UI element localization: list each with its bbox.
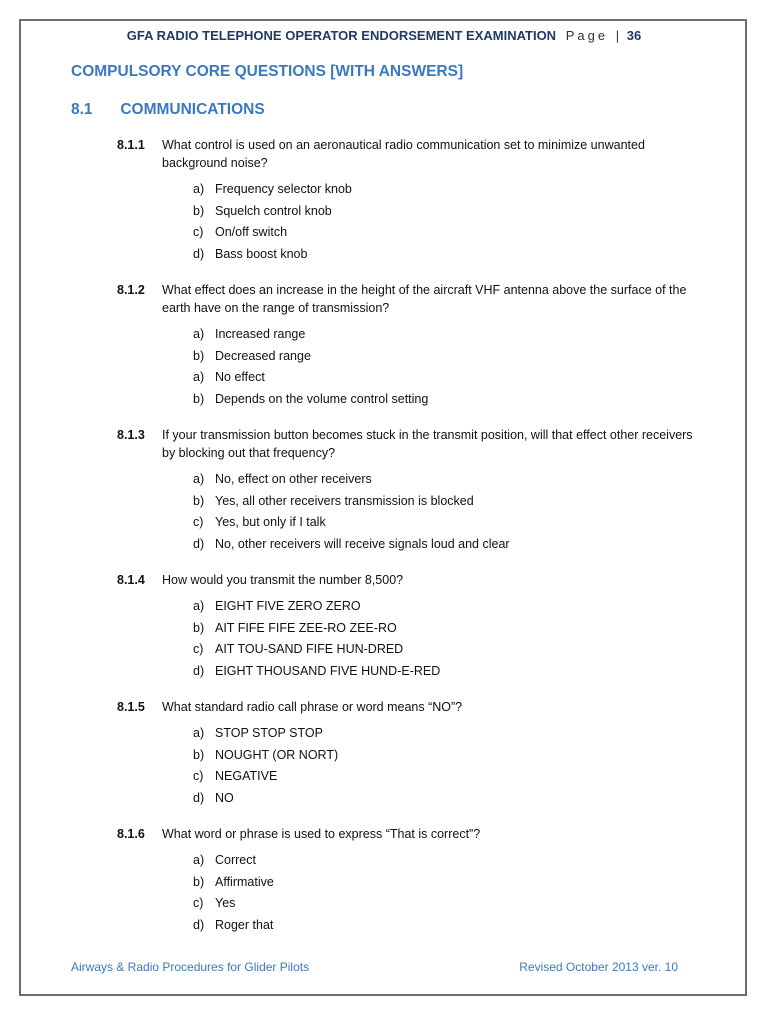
answer-option [193,872,697,894]
option-letter: c) [193,225,204,239]
section-number: 8.1 [71,101,93,118]
option-text: NO [215,790,234,805]
question-number: 8.1.1 [117,138,145,152]
page-separator: | [615,28,620,43]
option-text: Correct [215,853,256,867]
option-text: AIT TOU-SAND FIFE HUN-DRED [215,642,404,656]
answer-option [193,201,697,223]
question [117,426,697,555]
question [117,825,697,936]
answer-option [193,244,697,266]
answer-options [193,179,697,265]
question [117,571,697,682]
answer-option [193,367,697,389]
question [117,698,697,809]
answer-option [193,469,697,491]
question-text: If your transmission button becomes stuck in the transmit position, will that effect other receivers by blocking out that frequency? [162,428,693,460]
question-text: What standard radio call phrase or word means “NO”? [162,700,463,714]
option-text: No, effect on other receivers [215,472,372,486]
question-number: 8.1.5 [117,700,145,714]
option-letter: c) [193,642,204,656]
question-number: 8.1.6 [117,827,145,841]
answer-option [193,723,697,745]
answer-option [193,639,697,661]
option-text: STOP STOP STOP [215,726,323,740]
option-text: NOUGHT (OR NORT) [215,747,339,762]
option-text: EIGHT THOUSAND FIVE HUND-E-RED [215,663,441,678]
section-title: COMMUNICATIONS [120,101,265,118]
answer-option [193,661,697,683]
option-text: NEGATIVE [215,769,278,783]
question-number: 8.1.4 [117,573,145,587]
option-letter: a) [193,472,205,486]
option-letter: b) [193,874,205,889]
answer-options [193,723,697,809]
question-text: What word or phrase is used to express “That is correct”? [162,827,481,841]
answer-option [193,915,697,937]
question [117,281,697,410]
answer-option [193,179,697,201]
answer-options [193,850,697,936]
option-letter: b) [193,203,205,218]
answer-option [193,788,697,810]
option-letter: c) [193,769,204,783]
option-letter: b) [193,620,205,635]
answer-option [193,222,697,244]
option-letter: a) [193,726,205,740]
section-heading [71,101,265,119]
question [117,136,697,265]
answer-option [193,766,697,788]
page-header [0,28,768,43]
option-letter: d) [193,663,205,678]
question-text: How would you transmit the number 8,500? [162,573,404,587]
exam-title: GFA RADIO TELEPHONE OPERATOR ENDORSEMENT EXAMINATION [126,28,557,43]
option-letter: a) [193,370,205,384]
option-text: No, other receivers will receive signals loud and clear [215,536,510,551]
answer-option [193,893,697,915]
option-text: Bass boost knob [215,246,308,261]
page-footer [71,960,678,974]
answer-options [193,469,697,555]
answer-options [193,324,697,410]
question-number: 8.1.3 [117,428,145,442]
option-letter: c) [193,896,204,910]
option-letter: b) [193,391,205,406]
option-text: Yes, all other receivers transmission is blocked [215,493,474,508]
option-text: On/off switch [215,225,288,239]
option-letter: b) [193,348,205,363]
question-number: 8.1.2 [117,283,145,297]
option-text: Yes [215,896,236,910]
option-text: Affirmative [215,874,274,889]
question-text: What control is used on an aeronautical radio communication set to minimize unwanted background noise? [162,138,645,170]
option-text: Roger that [215,917,274,932]
option-text: Increased range [215,327,306,341]
option-letter: a) [193,182,205,196]
question-text: What effect does an increase in the height of the aircraft VHF antenna above the surface of the earth have on the range of transmission? [162,283,687,315]
option-letter: d) [193,246,205,261]
option-letter: d) [193,536,205,551]
answer-option [193,346,697,368]
answer-option [193,596,697,618]
answer-option [193,512,697,534]
answer-option [193,534,697,556]
answer-option [193,491,697,513]
answer-options [193,596,697,682]
option-text: Yes, but only if I talk [215,515,326,529]
option-letter: a) [193,327,205,341]
option-letter: a) [193,599,205,613]
option-letter: d) [193,917,205,932]
page-label: Page [565,28,609,43]
option-text: Frequency selector knob [215,182,352,196]
footer-left-text: Airways & Radio Procedures for Glider Pilots [71,960,310,974]
answer-option [193,745,697,767]
option-text: No effect [215,370,265,384]
page-number: 36 [626,28,642,43]
document-title: COMPULSORY CORE QUESTIONS [WITH ANSWERS] [71,63,464,80]
option-letter: a) [193,853,205,867]
option-text: AIT FIFE FIFE ZEE-RO ZEE-RO [215,620,397,635]
answer-option [193,389,697,411]
option-letter: d) [193,790,205,805]
option-text: Decreased range [215,348,311,363]
option-letter: b) [193,747,205,762]
option-letter: b) [193,493,205,508]
answer-option [193,618,697,640]
option-letter: c) [193,515,204,529]
answer-option [193,324,697,346]
footer-right-text: Revised October 2013 ver. 10 [519,960,678,974]
option-text: Squelch control knob [215,203,332,218]
option-text: Depends on the volume control setting [215,391,429,406]
question-list [117,136,697,952]
option-text: EIGHT FIVE ZERO ZERO [215,599,361,613]
answer-option [193,850,697,872]
